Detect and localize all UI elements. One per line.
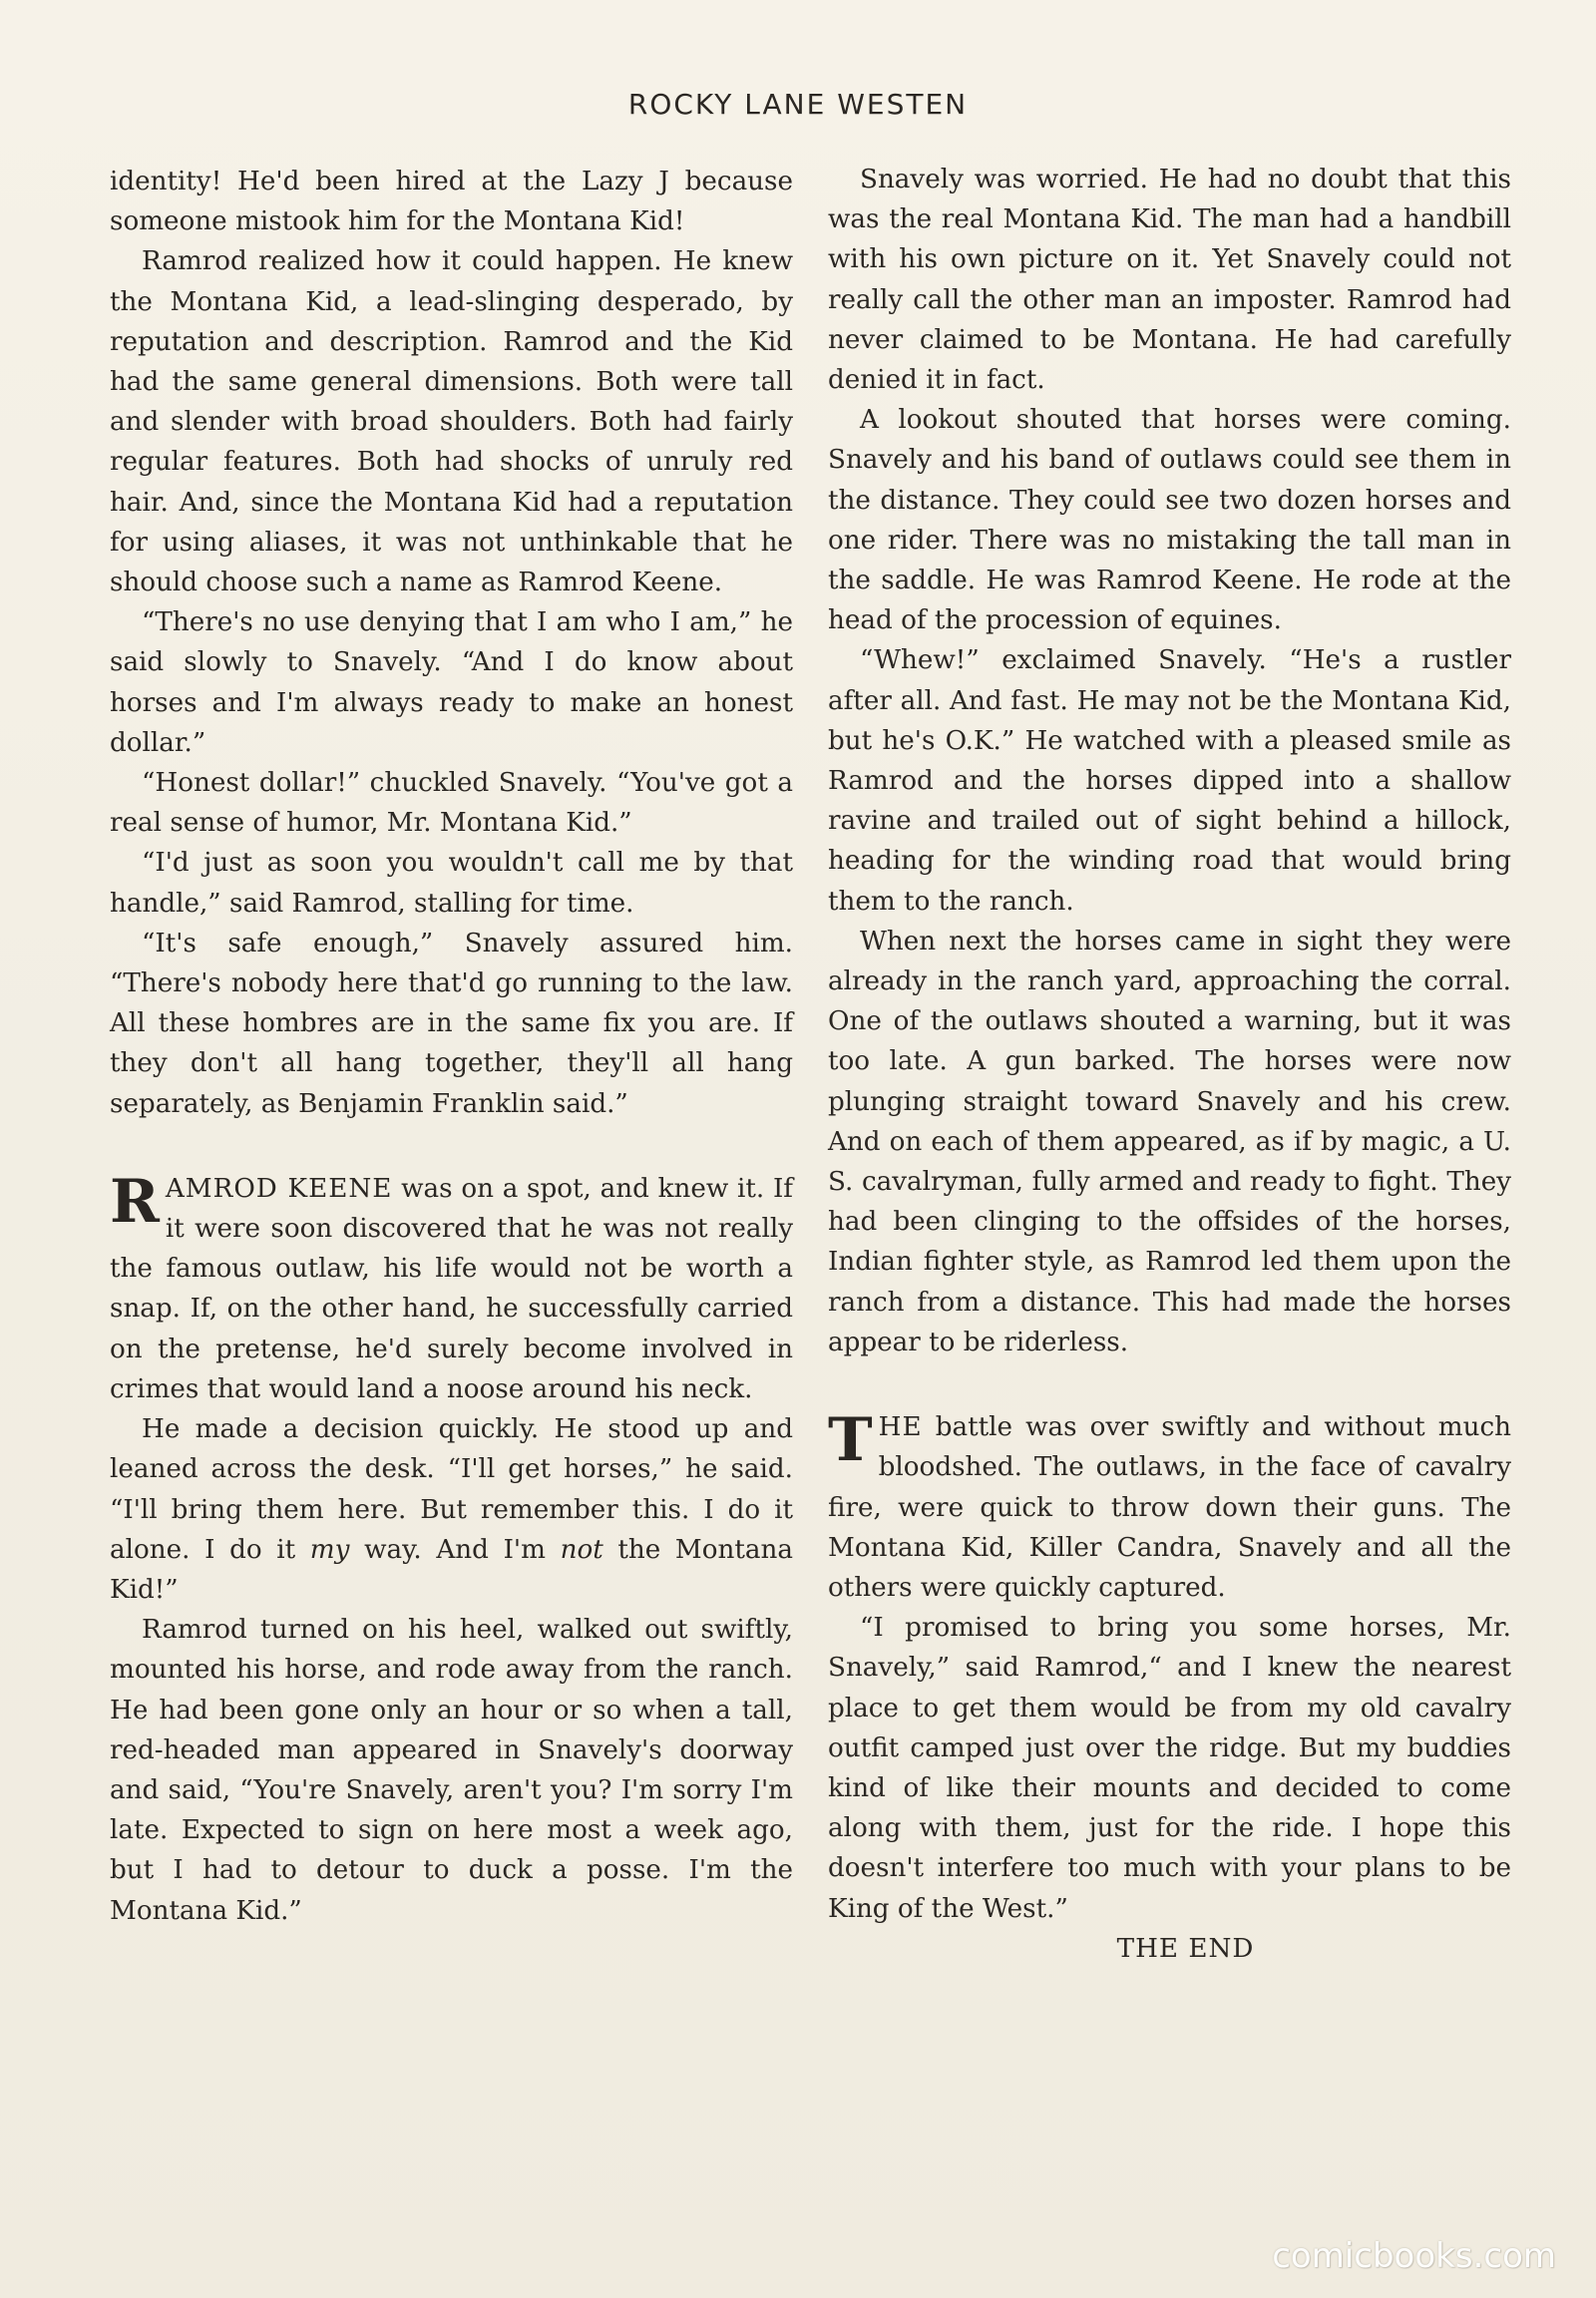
paragraph: “I promised to bring you some horses, Mr. Snavely,” said Ramrod,“ and I knew the nearest place to get them would be from my old cavalry outfit camped just over the ridge. But my buddies kind of like their mounts and decided to come along with them, just for the ride. I hope this doesn't interfere too much with your plans to be King of the West.”	[828, 1613, 1511, 1924]
lead-in-caps: AMROD KEENE	[165, 1173, 393, 1204]
paragraph: Snavely was worried. He had no doubt that this was the real Montana Kid. The man had a handbill with his own picture on it. Yet Snavely could not really call the other man an imposter. Ramrod had never claimed to be Montana. He had carefully denied it in fact.	[828, 165, 1511, 396]
emphasis: not	[560, 1534, 603, 1565]
paragraph: identity! He'd been hired at the Lazy J because someone mistook him for the Montana Kid!	[110, 167, 793, 237]
section-paragraph	[828, 1407, 1511, 1608]
section-paragraph	[110, 1166, 793, 1409]
paragraph: “I'd just as soon you wouldn't call me by that handle,” said Ramrod, stalling for time.	[110, 848, 793, 919]
paragraph: “Whew!” exclaimed Snavely. “He's a rustler after all. And fast. He may not be the Montana Kid, but he's O.K.” He watched with a pleased smile as Ramrod and the horses dipped into a shallow ravine and trailed out of sight behind a hillock, heading for the winding road that would bring them to the ranch.	[828, 645, 1511, 917]
drop-cap: R	[110, 1166, 160, 1237]
drop-cap: T	[828, 1405, 873, 1476]
paragraph: Ramrod realized how it could happen. He knew the Montana Kid, a lead-slinging desperado, by reputation and description. Ramrod and the Kid had the same general dimensions. Both were tall and slender with broad shoulders. Both had fairly regular features. Both had shocks of unruly red hair. And, since the Montana Kid had a reputation for using aliases, it was not unthinkable that he should choose such a name as Ramrod Keene.	[110, 246, 793, 598]
watermark: comicbooks.com	[1272, 2236, 1556, 2276]
paragraph: A lookout shouted that horses were coming. Snavely and his band of outlaws could see them in the distance. They could see two dozen horses and one rider. There was no mistaking the tall man in the saddle. He was Ramrod Keene. He rode at the head of the procession of equines.	[828, 405, 1511, 636]
paragraph: “Honest dollar!” chuckled Snavely. “You've got a real sense of humor, Mr. Montana Kid.”	[110, 768, 793, 839]
right-column	[828, 160, 1511, 1969]
paragraph-text: battle was over swiftly and without much bloodshed. The outlaws, in the face of cavalry fire, were quick to throw down their guns. The Montana Kid, Killer Candra, Snavely and all the others were quickly captured.	[828, 1412, 1511, 1603]
paragraph: Ramrod turned on his heel, walked out swiftly, mounted his horse, and rode away from the ranch. He had been gone only an hour or so when a tall, red-headed man appeared in Snavely's doorway and said, “You're Snavely, aren't you? I'm sorry I'm late. Expected to sign on here most a week ago, but I had to detour to duck a posse. I'm the Montana Kid.”	[110, 1615, 793, 1926]
paragraph-text: the Montana Kid!”	[110, 1534, 793, 1605]
the-end: THE END	[1116, 1933, 1255, 1964]
paragraph: “It's safe enough,” Snavely assured him. “There's nobody here that'd go running to the law. All these hombres are in the same fix you are. If they don't all hang together, they'll all hang separately, as Benjamin Franklin said.”	[110, 928, 793, 1119]
paragraph-text: way. And I'm	[349, 1534, 561, 1565]
emphasis: my	[309, 1534, 350, 1565]
running-head: ROCKY LANE WESTEN	[627, 88, 969, 121]
lead-in-caps: HE	[878, 1412, 923, 1443]
paragraph	[110, 1409, 793, 1610]
paragraph-text: He made a decision quickly. He stood up and leaned across the desk. “I'll get horses,” he said. “I'll bring them here. But remember this. I do it alone. I do it	[110, 1414, 793, 1565]
paragraph: “There's no use denying that I am who I am,” he said slowly to Snavely. “And I do know about horses and I'm always ready to make an honest dollar.”	[110, 607, 793, 758]
left-column	[110, 162, 793, 1931]
paragraph-text: was on a spot, and knew it. If it were soon discovered that he was not really the famous outlaw, his life would not be worth a snap. If, on the other hand, he successfully carried on the pretense, he'd surely become involved in crimes that would land a noose around his neck.	[110, 1173, 793, 1404]
paragraph: When next the horses came in sight they were already in the ranch yard, approaching the corral. One of the outlaws shouted a warning, but it was too late. A gun barked. The horses were now plunging straight toward Snavely and his crew. And on each of them appeared, as if by magic, a U. S. cavalryman, fully armed and ready to fight. They had been clinging to the offsides of the horses, Indian fighter style, as Ramrod led them upon the ranch from a distance. This had made the horses appear to be riderless.	[828, 926, 1511, 1357]
